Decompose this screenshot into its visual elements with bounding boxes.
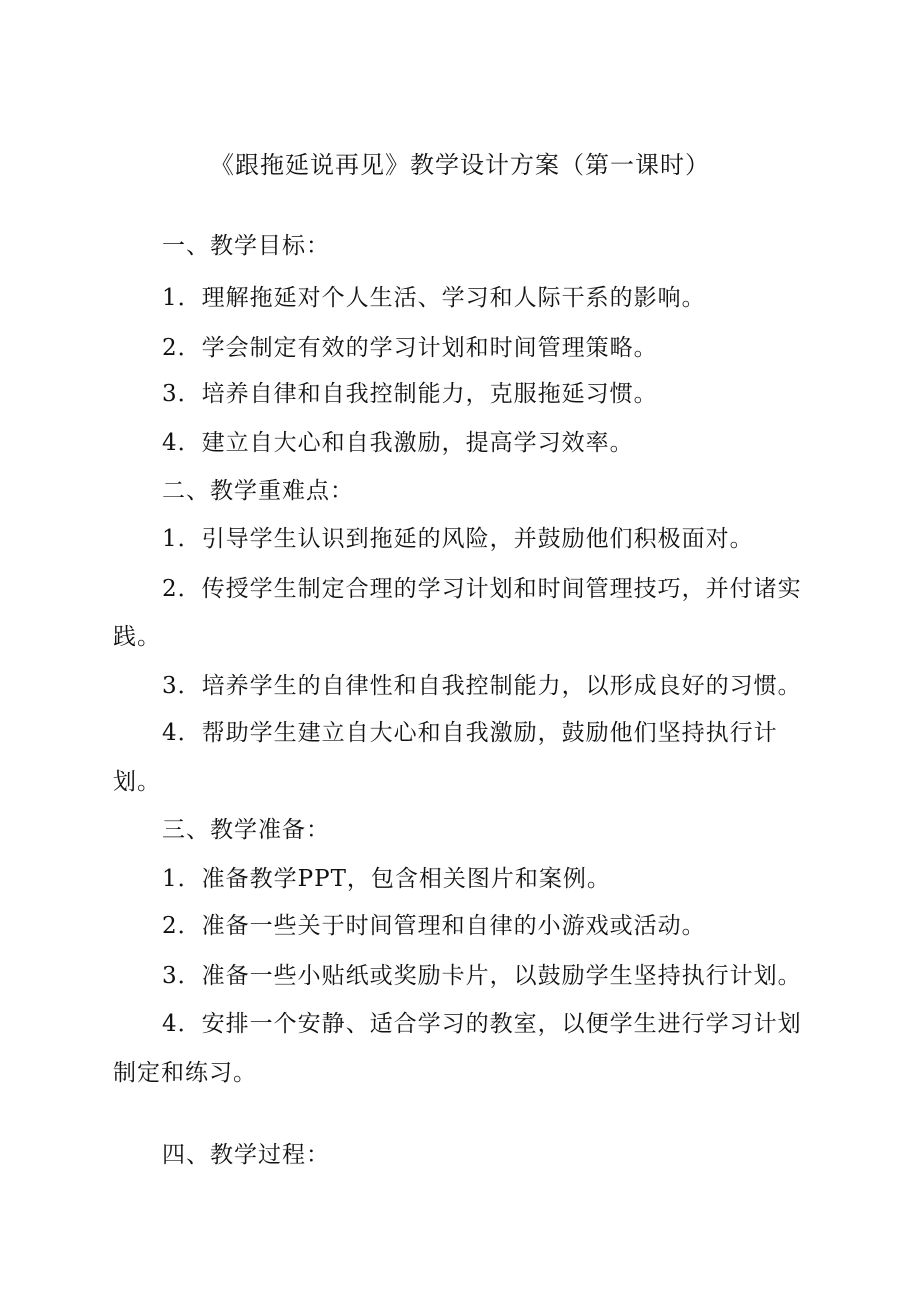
preparation-item-4-line-2: 制定和练习。 <box>113 1060 257 1086</box>
section-heading-key-points: 二、教学重难点： <box>162 478 354 504</box>
key-point-item-1: 1．引导学生认识到拖延的风险，并鼓励他们积极面对。 <box>162 526 754 552</box>
preparation-item-4-line-1: 4．安排一个安静、适合学习的教室，以便学生进行学习计划 <box>162 1011 802 1037</box>
goal-item-1: 1．理解拖延对个人生活、学习和人际干系的影响。 <box>162 285 706 311</box>
key-point-item-2-line-2: 践。 <box>113 624 161 650</box>
section-heading-goals: 一、教学目标： <box>162 233 330 259</box>
preparation-item-2: 2．准备一些关于时间管理和自律的小游戏或活动。 <box>162 913 706 939</box>
key-point-item-3: 3．培养学生的自律性和自我控制能力，以形成良好的习惯。 <box>162 673 802 699</box>
key-point-item-2-line-1: 2．传授学生制定合理的学习计划和时间管理技巧，并付诸实 <box>162 576 802 602</box>
section-heading-preparation: 三、教学准备： <box>162 817 330 843</box>
goal-item-2: 2．学会制定有效的学习计划和时间管理策略。 <box>162 335 658 361</box>
key-point-item-4-line-1: 4．帮助学生建立自大心和自我激励，鼓励他们坚持执行计 <box>162 720 778 746</box>
key-point-item-4-line-2: 划。 <box>113 769 161 795</box>
preparation-item-1: 1．准备教学PPT，包含相关图片和案例。 <box>162 866 611 892</box>
goal-item-3: 3．培养自律和自我控制能力，克服拖延习惯。 <box>162 381 658 407</box>
goal-item-4: 4．建立自大心和自我激励，提高学习效率。 <box>162 430 634 456</box>
document-title: 《跟拖延说再见》教学设计方案（第一课时） <box>210 151 710 179</box>
preparation-item-3: 3．准备一些小贴纸或奖励卡片，以鼓励学生坚持执行计划。 <box>162 963 802 989</box>
section-heading-process: 四、教学过程： <box>162 1142 330 1168</box>
